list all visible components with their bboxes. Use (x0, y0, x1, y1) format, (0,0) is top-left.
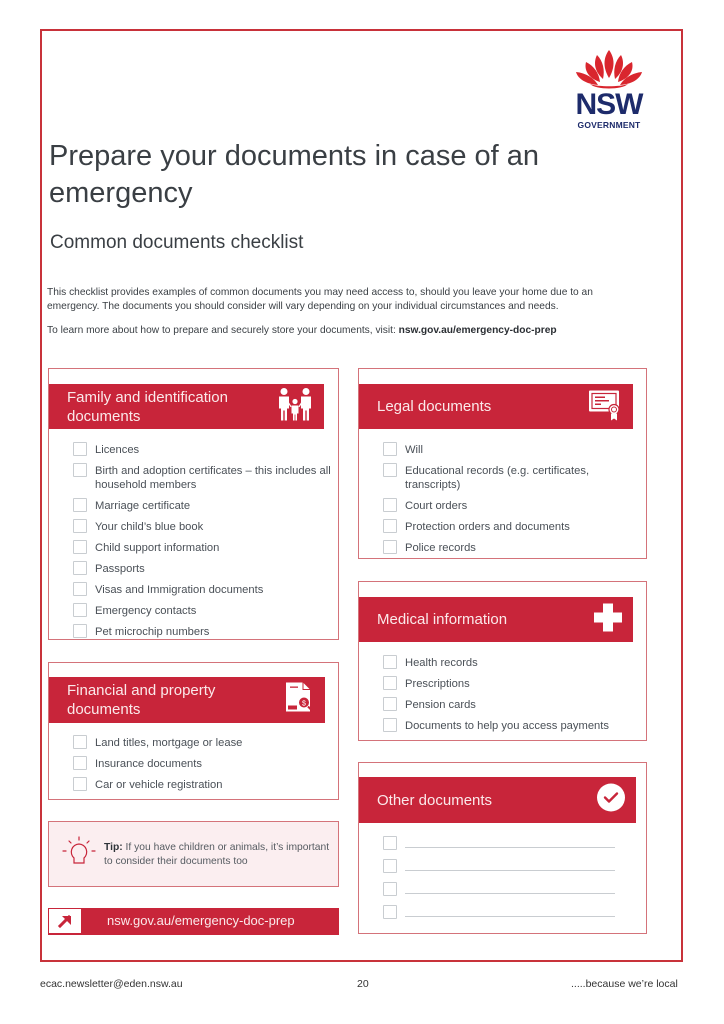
checkbox[interactable] (73, 777, 87, 791)
blank-checklist-item (383, 905, 615, 919)
checkbox[interactable] (383, 836, 397, 850)
checklist-item: Prescriptions (383, 676, 638, 691)
learn-more-link[interactable]: nsw.gov.au/emergency-doc-prep (398, 325, 557, 336)
checkbox[interactable] (383, 697, 397, 711)
checklist-item: Car or vehicle registration (73, 777, 333, 792)
medical-information-list (383, 655, 638, 739)
checklist-item: Insurance documents (73, 756, 333, 771)
blank-checklist-item (383, 836, 615, 850)
checklist-item: Pet microchip numbers (73, 624, 333, 639)
checkbox[interactable] (383, 905, 397, 919)
logo-nsw-text: NSW (575, 88, 643, 121)
financial-document-icon (283, 681, 315, 720)
checkbox[interactable] (73, 561, 87, 575)
checklist-item: Licences (73, 442, 333, 457)
write-in-line[interactable] (405, 870, 615, 871)
family-documents-title: Family and identification documents (67, 388, 228, 425)
checkbox[interactable] (73, 624, 87, 638)
checklist-item: Pension cards (383, 697, 638, 712)
checklist-item: Documents to help you access payments (383, 718, 638, 733)
medical-information-header (359, 597, 633, 642)
checkbox[interactable] (73, 498, 87, 512)
tip-text (104, 841, 334, 869)
checklist-item: Protection orders and documents (383, 519, 638, 534)
checklist-item: Birth and adoption certificates – this includes all household members (73, 463, 333, 492)
checkbox[interactable] (73, 442, 87, 456)
financial-documents-title: Financial and property documents (67, 682, 216, 718)
legal-documents-card (358, 368, 647, 559)
checkbox[interactable] (383, 859, 397, 873)
checkbox[interactable] (73, 463, 87, 477)
checkbox[interactable] (383, 882, 397, 896)
financial-documents-list (73, 735, 333, 798)
checklist-item: Health records (383, 655, 638, 670)
website-link-text[interactable]: nsw.gov.au/emergency-doc-prep (107, 913, 295, 928)
footer-email: ecac.newsletter@eden.nsw.au (40, 978, 183, 990)
checklist-item: Court orders (383, 498, 638, 513)
other-documents-header (359, 777, 636, 823)
write-in-line[interactable] (405, 847, 615, 848)
checklist-item: Police records (383, 540, 638, 555)
checkmark-circle-icon (596, 783, 626, 818)
medical-cross-icon (593, 602, 623, 637)
checkbox[interactable] (383, 519, 397, 533)
checkbox[interactable] (73, 603, 87, 617)
checkbox[interactable] (73, 582, 87, 596)
checklist-item: Child support information (73, 540, 333, 555)
nsw-government-logo (570, 48, 648, 132)
checkbox[interactable] (73, 540, 87, 554)
checklist-item: Marriage certificate (73, 498, 333, 513)
family-documents-list (73, 442, 333, 645)
family-icon (276, 386, 314, 427)
checklist-item: Emergency contacts (73, 603, 333, 618)
waratah-icon (570, 48, 648, 92)
learn-more-text: To learn more about how to prepare and securely store your documents, visit: (47, 325, 399, 336)
other-documents-card (358, 762, 647, 934)
legal-documents-header (359, 384, 633, 429)
write-in-line[interactable] (405, 893, 615, 894)
arrow-up-right-icon (49, 909, 81, 933)
lightbulb-icon (61, 836, 97, 877)
checklist-item: Your child’s blue book (73, 519, 333, 534)
page-title: Prepare your documents in case of an emergency (49, 140, 540, 209)
checklist-item: Land titles, mortgage or lease (73, 735, 333, 750)
blank-checklist-item (383, 882, 615, 896)
certificate-icon (587, 387, 623, 426)
legal-documents-title: Legal documents (377, 398, 492, 415)
intro-paragraph: This checklist provides examples of common documents you may need access to, should you leave your home due to an emergency. The documents you should consider will vary depending on your individual circumstances and needs. (47, 287, 593, 312)
tip-body: If you have children or animals, it’s important to consider their documents too (104, 842, 330, 867)
checkbox[interactable] (383, 540, 397, 554)
financial-documents-header (49, 677, 325, 723)
tip-box (48, 821, 339, 887)
checklist-item: Passports (73, 561, 333, 576)
checkbox[interactable] (383, 463, 397, 477)
checkbox[interactable] (73, 519, 87, 533)
family-documents-card (48, 368, 339, 640)
tip-label: Tip: (104, 842, 123, 853)
legal-documents-list (383, 442, 638, 561)
page-subtitle: Common documents checklist (50, 232, 304, 253)
medical-information-card (358, 581, 647, 741)
learn-more-paragraph (47, 325, 667, 336)
checkbox[interactable] (383, 655, 397, 669)
checkbox[interactable] (383, 498, 397, 512)
medical-information-title: Medical information (377, 611, 508, 628)
website-link-bar[interactable] (48, 908, 339, 935)
checklist-item: Visas and Immigration documents (73, 582, 333, 597)
checkbox[interactable] (383, 718, 397, 732)
other-documents-title: Other documents (377, 791, 493, 809)
other-documents-list (383, 836, 615, 928)
checkbox[interactable] (73, 735, 87, 749)
checklist-item: Educational records (e.g. certificates, transcripts) (383, 463, 638, 492)
checkbox[interactable] (383, 676, 397, 690)
footer-page-number: 20 (357, 978, 369, 990)
svg-text:$: $ (302, 700, 306, 708)
checkbox[interactable] (73, 756, 87, 770)
family-documents-header (49, 384, 324, 429)
footer-tagline: .....because we’re local (571, 978, 678, 990)
checklist-item: Will (383, 442, 638, 457)
financial-documents-card (48, 662, 339, 800)
checkbox[interactable] (383, 442, 397, 456)
logo-government-text: GOVERNMENT (577, 120, 641, 130)
blank-checklist-item (383, 859, 615, 873)
write-in-line[interactable] (405, 916, 615, 917)
